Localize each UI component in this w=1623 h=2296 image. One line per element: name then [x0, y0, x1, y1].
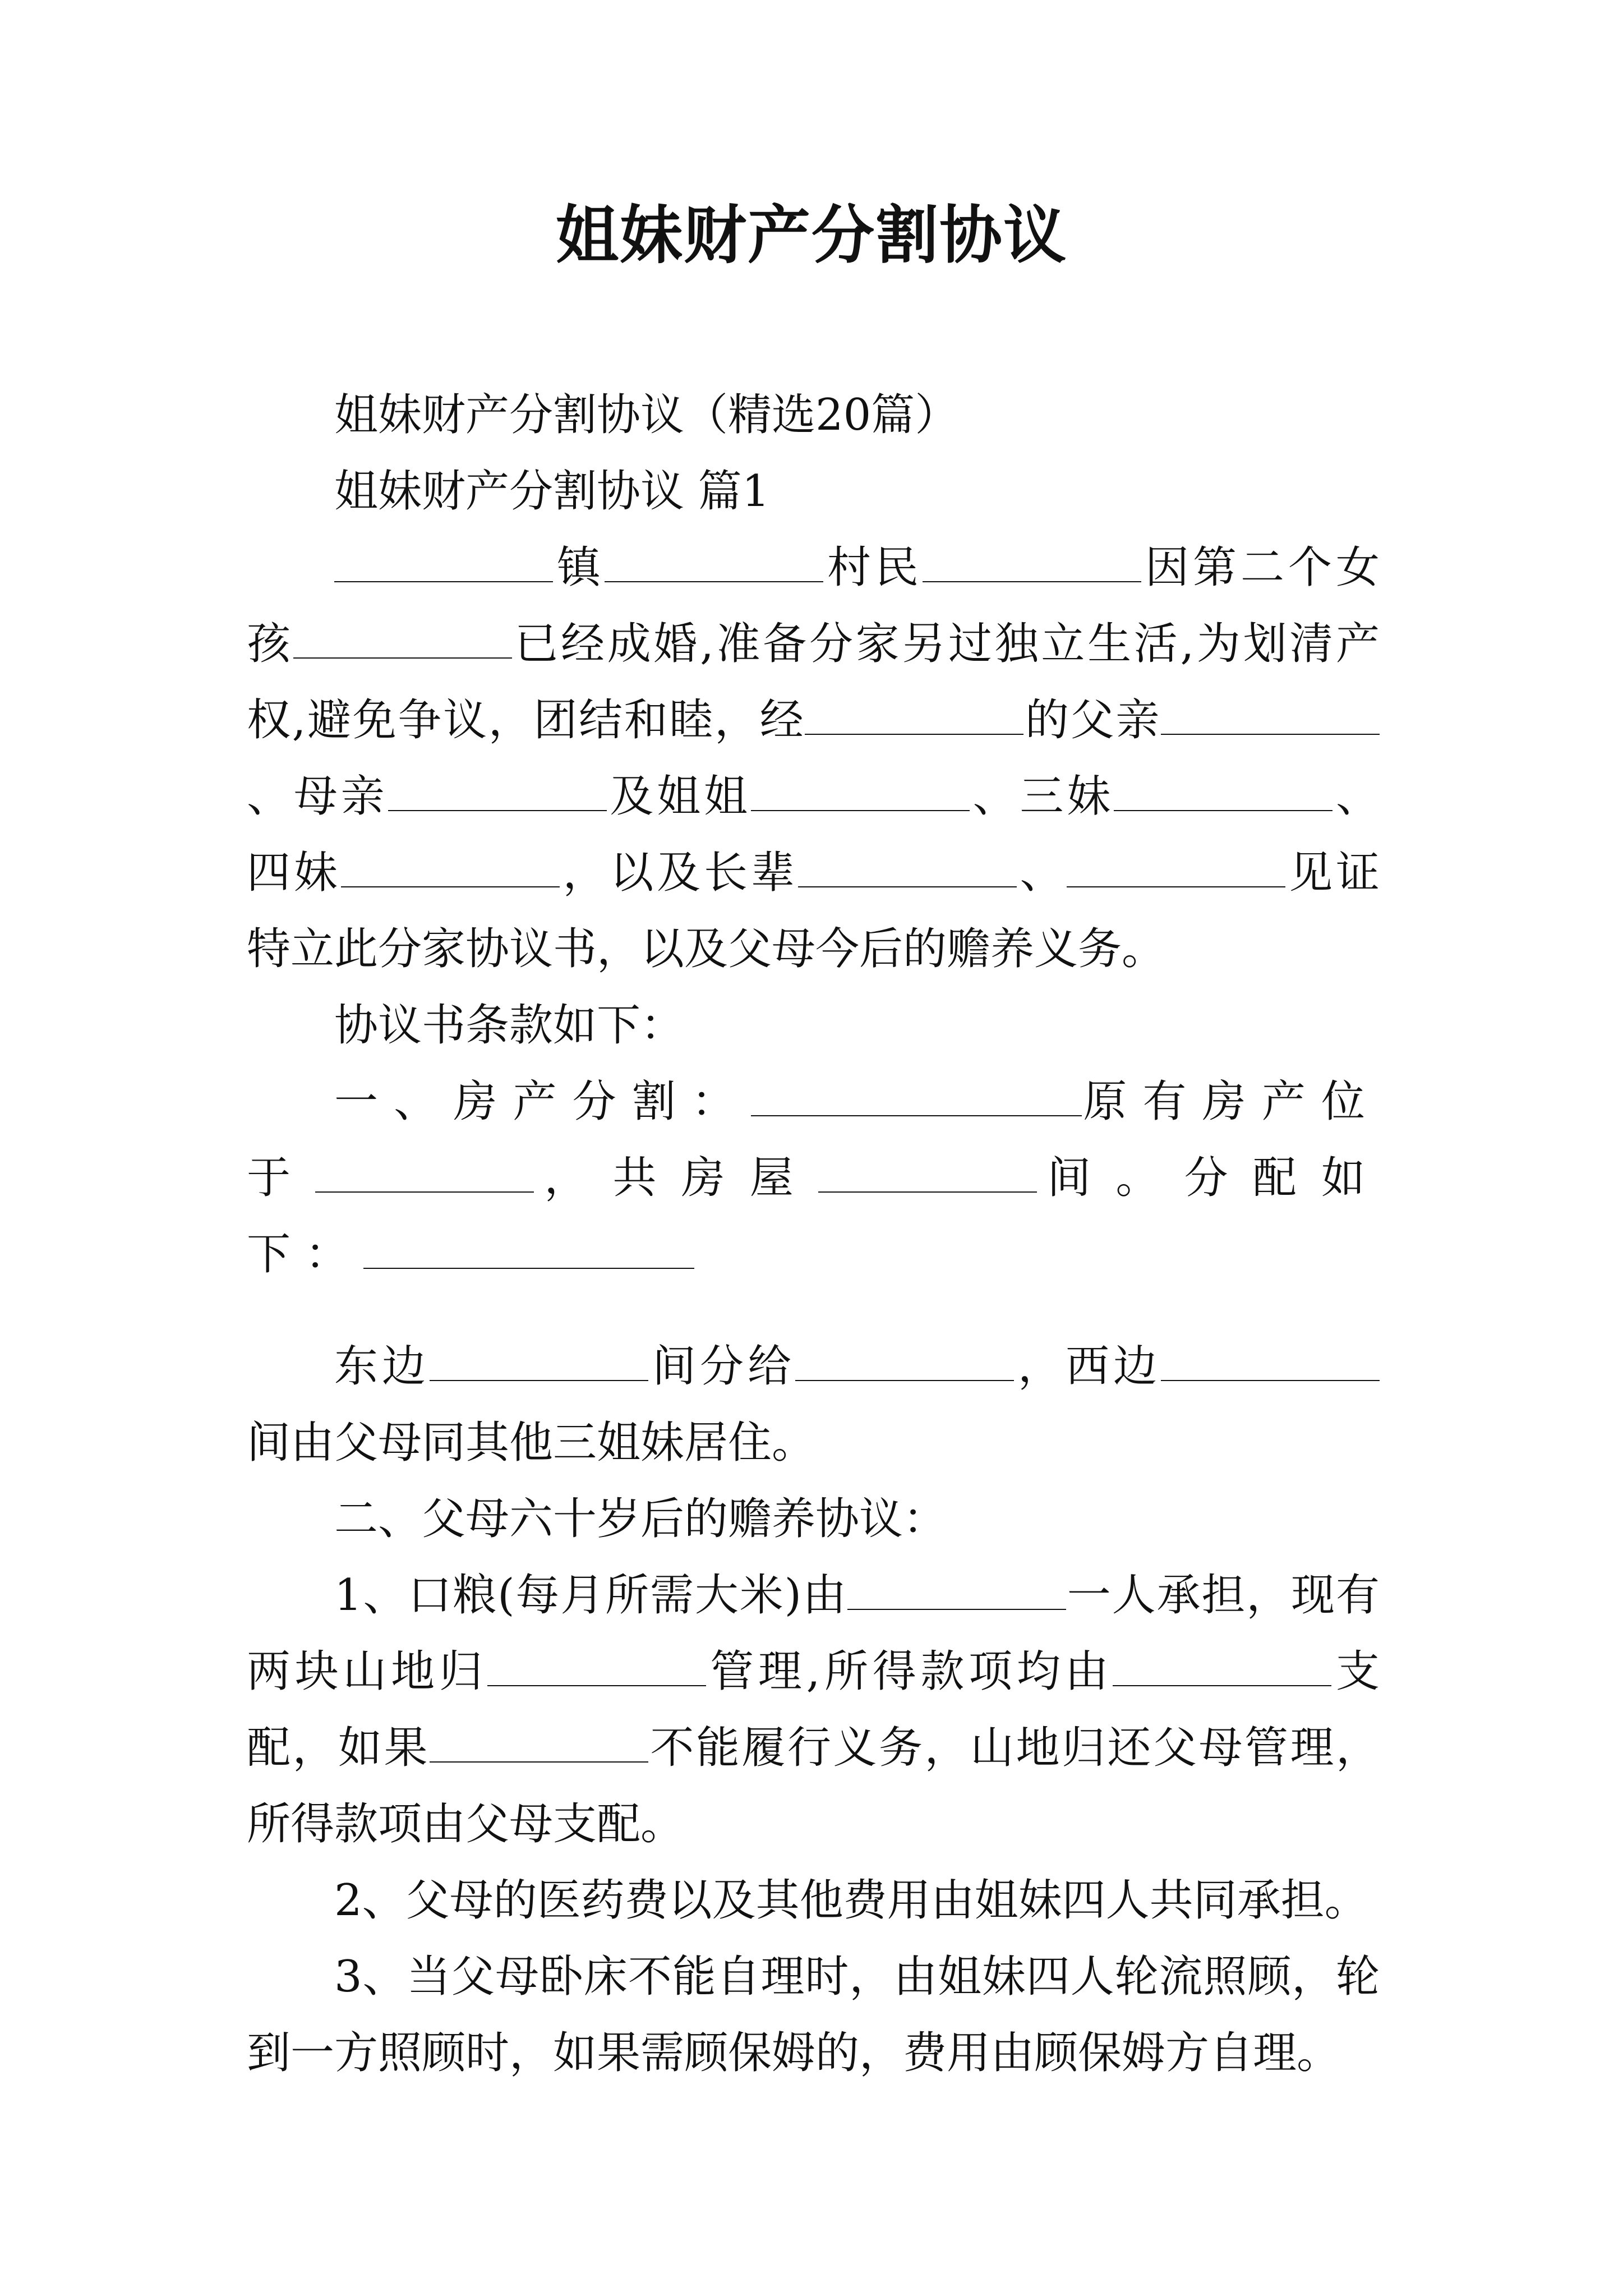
document-body — [247, 377, 1380, 2091]
text-fragment: 一人承担，现有两块山地归 — [247, 1570, 1380, 1697]
blank-line — [1067, 886, 1285, 887]
text-fragment: 一、房产分割： — [334, 1076, 751, 1127]
blank-line — [805, 733, 1023, 735]
blank-line — [795, 1379, 1014, 1381]
text-fragment: 间。分配如下： — [247, 1153, 1380, 1280]
blank-line — [605, 581, 823, 582]
text-fragment: 1、口粮(每月所需大米)由 — [334, 1570, 847, 1621]
blank-line — [341, 886, 560, 887]
blank-line — [1161, 1379, 1380, 1381]
blank-line — [1161, 733, 1380, 735]
clause-housing — [247, 1064, 1380, 1292]
blank-line — [847, 1608, 1066, 1610]
clauses-intro: 协议书条款如下： — [334, 1000, 685, 1051]
text-fragment: ，西边 — [1013, 1341, 1161, 1392]
blank-line — [334, 581, 553, 582]
text-fragment: 支配，如果 — [247, 1646, 1380, 1773]
text-fragment: 间分给 — [648, 1341, 795, 1392]
text-fragment: 镇 — [553, 542, 605, 593]
text-fragment: 村民 — [823, 542, 923, 593]
blank-line — [430, 1761, 648, 1763]
blank-line — [923, 581, 1141, 582]
text-fragment: 见证特立此分家协议书，以及父母今后的赡养义务。 — [247, 848, 1380, 974]
text-fragment: 原有房产位于 — [247, 1076, 1380, 1203]
blank-line — [1114, 809, 1332, 811]
blank-line — [798, 886, 1017, 887]
text-fragment: 不能履行义务，山地归还父母管理，所得款项由父母支配。 — [247, 1723, 1380, 1849]
paragraph-intro — [247, 530, 1380, 987]
support-item-1 — [247, 1557, 1380, 1862]
text-fragment: 管理,所得款项均由 — [706, 1646, 1113, 1697]
clause-housing-allocation — [247, 1328, 1380, 1481]
text-fragment: ，共房屋 — [534, 1153, 819, 1203]
blank-line — [293, 657, 512, 659]
text-fragment: 及姐姐 — [606, 771, 751, 822]
blank-line — [487, 1685, 706, 1686]
text-fragment: 已经成婚,准备分家另过独立生活,为划清产权,避免争议，团结和睦，经 — [247, 619, 1380, 746]
blank-line — [1113, 1685, 1331, 1686]
document-title: 姐妹财产分割协议 — [556, 199, 1067, 272]
blank-line — [388, 809, 607, 811]
support-item-3: 3、当父母卧床不能自理时，由姐妹四人轮流照顾，轮到一方照顾时，如果需顾保姆的，费用由顾保姆方自理。 — [247, 1952, 1380, 2078]
blank-line — [315, 1191, 534, 1193]
text-fragment: 、三妹 — [969, 771, 1114, 822]
text-fragment: 、母亲 — [247, 771, 388, 822]
support-item-2: 2、父母的医药费以及其他费用由姐妹四人共同承担。 — [334, 1875, 1368, 1926]
blank-line — [363, 1267, 694, 1269]
blank-line — [818, 1191, 1037, 1193]
document-subtitle: 姐妹财产分割协议（精选20篇） — [334, 390, 959, 440]
text-fragment: ，以及长辈 — [559, 848, 798, 898]
blank-line — [751, 809, 970, 811]
section-heading: 姐妹财产分割协议 篇1 — [334, 466, 770, 517]
text-fragment: 因第二个女孩 — [247, 542, 1380, 669]
blank-line — [430, 1379, 648, 1381]
text-fragment: 东边 — [334, 1341, 430, 1392]
blank-line — [751, 1115, 1082, 1116]
text-fragment: 、四妹 — [247, 771, 1380, 898]
text-fragment: 、 — [1016, 848, 1067, 898]
clause-support-heading: 二、父母六十岁后的赡养协议： — [334, 1494, 947, 1544]
text-fragment: 间由父母同其他三姐妹居住。 — [247, 1418, 816, 1468]
text-fragment: 的父亲 — [1023, 695, 1161, 746]
